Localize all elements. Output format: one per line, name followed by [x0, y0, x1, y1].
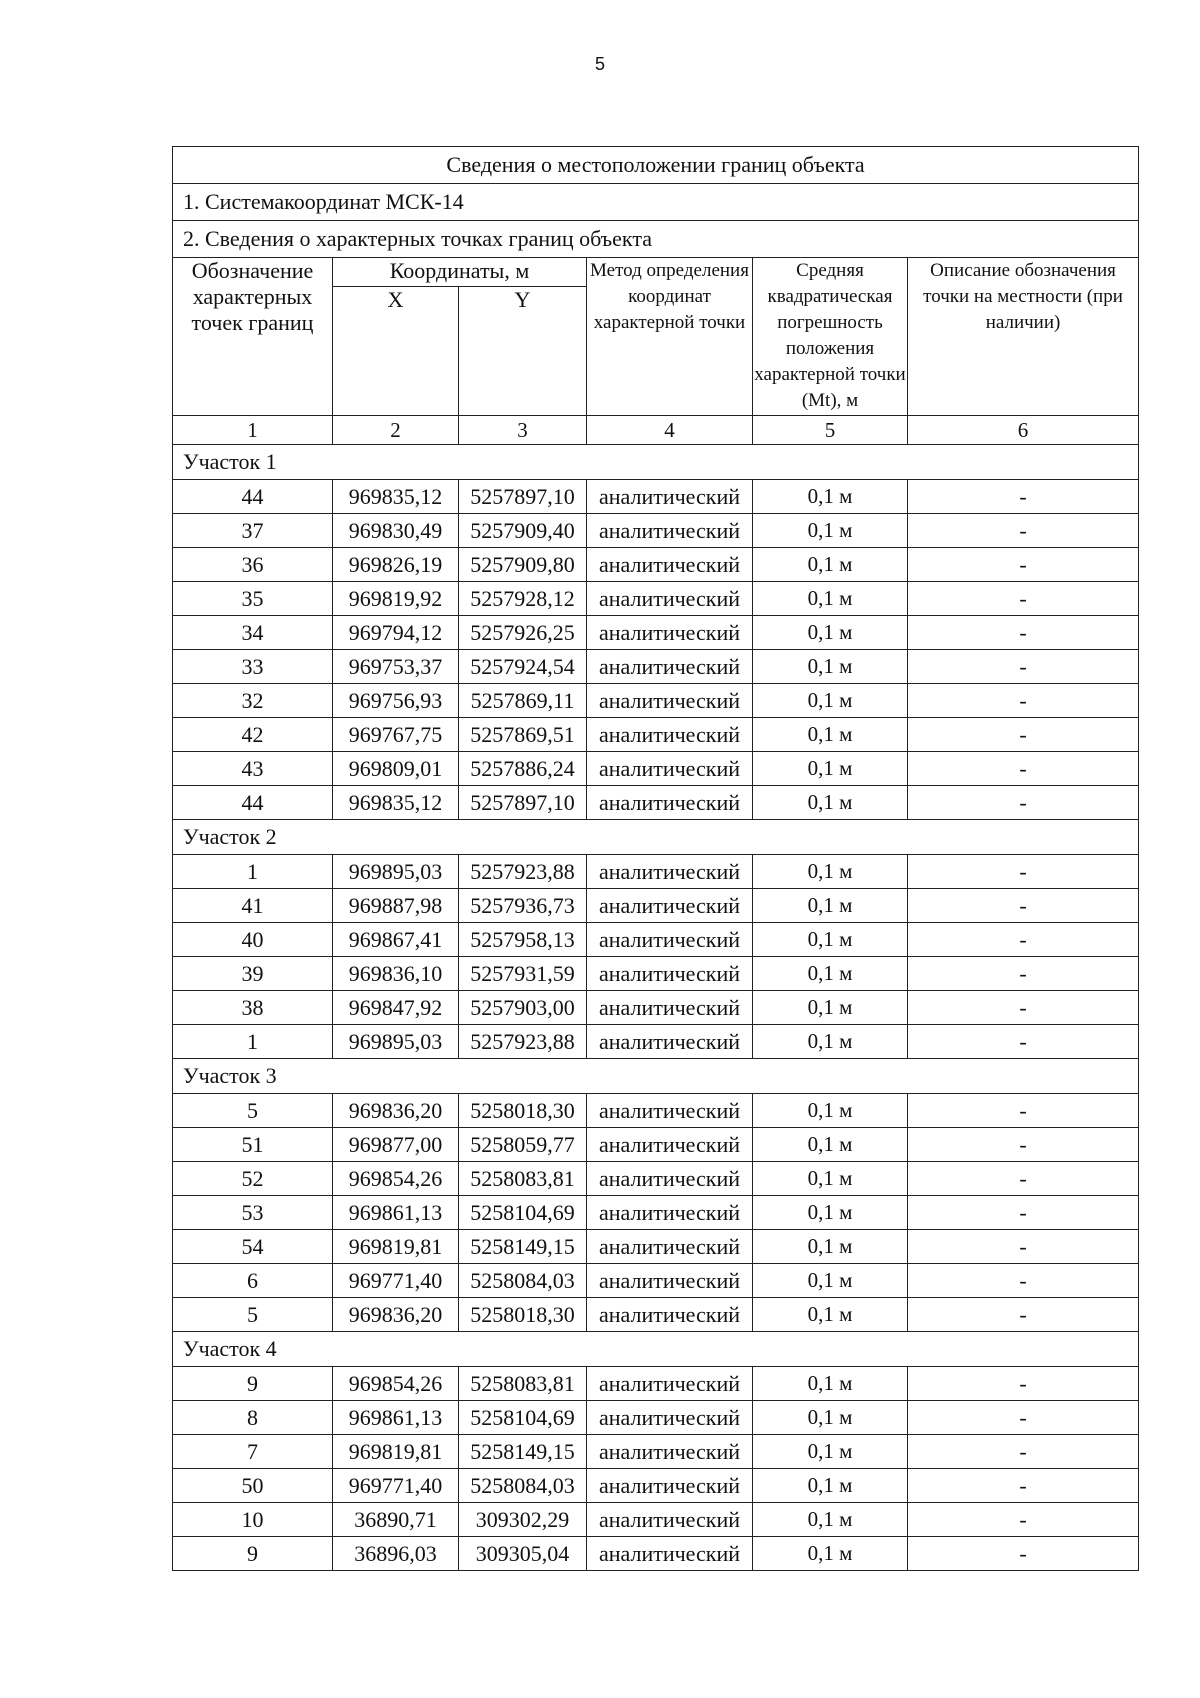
error-value: 0,1 м — [753, 1196, 908, 1230]
error-value: 0,1 м — [753, 1298, 908, 1332]
x-coordinate: 969836,20 — [333, 1298, 459, 1332]
x-coordinate: 969819,81 — [333, 1230, 459, 1264]
table-row — [173, 1094, 1139, 1128]
error-value: 0,1 м — [753, 684, 908, 718]
x-coordinate: 969887,98 — [333, 889, 459, 923]
description-value: - — [908, 684, 1139, 718]
x-coordinate: 969756,93 — [333, 684, 459, 718]
column-number: 6 — [908, 416, 1139, 445]
error-value: 0,1 м — [753, 548, 908, 582]
description-value: - — [908, 616, 1139, 650]
table-row — [173, 991, 1139, 1025]
error-value: 0,1 м — [753, 1025, 908, 1059]
description-value: - — [908, 1230, 1139, 1264]
error-value: 0,1 м — [753, 1435, 908, 1469]
y-coordinate: 5257931,59 — [459, 957, 587, 991]
point-number: 37 — [173, 514, 333, 548]
method-value: аналитический — [587, 1367, 753, 1401]
error-value: 0,1 м — [753, 1264, 908, 1298]
x-coordinate: 969794,12 — [333, 616, 459, 650]
point-number: 41 — [173, 889, 333, 923]
y-coordinate: 5257897,10 — [459, 786, 587, 820]
column-number: 3 — [459, 416, 587, 445]
description-value: - — [908, 752, 1139, 786]
point-number: 9 — [173, 1537, 333, 1571]
description-value: - — [908, 1503, 1139, 1537]
error-value: 0,1 м — [753, 582, 908, 616]
x-coordinate: 969895,03 — [333, 855, 459, 889]
x-coordinate: 969826,19 — [333, 548, 459, 582]
table-row — [173, 1367, 1139, 1401]
point-number: 35 — [173, 582, 333, 616]
point-number: 44 — [173, 786, 333, 820]
method-value: аналитический — [587, 1025, 753, 1059]
point-number: 50 — [173, 1469, 333, 1503]
error-value: 0,1 м — [753, 991, 908, 1025]
method-value: аналитический — [587, 889, 753, 923]
point-number: 34 — [173, 616, 333, 650]
part-name: Участок 3 — [173, 1059, 1139, 1094]
method-value: аналитический — [587, 684, 753, 718]
error-value: 0,1 м — [753, 650, 908, 684]
error-value: 0,1 м — [753, 855, 908, 889]
y-coordinate: 5257958,13 — [459, 923, 587, 957]
error-value: 0,1 м — [753, 718, 908, 752]
description-value: - — [908, 1196, 1139, 1230]
error-value: 0,1 м — [753, 889, 908, 923]
error-value: 0,1 м — [753, 616, 908, 650]
table-row — [173, 1469, 1139, 1503]
error-value: 0,1 м — [753, 752, 908, 786]
point-number: 53 — [173, 1196, 333, 1230]
method-value: аналитический — [587, 514, 753, 548]
table-row — [173, 548, 1139, 582]
point-number: 51 — [173, 1128, 333, 1162]
x-coordinate: 969771,40 — [333, 1264, 459, 1298]
page-number: 5 — [594, 54, 605, 74]
y-coordinate: 5257924,54 — [459, 650, 587, 684]
method-value: аналитический — [587, 548, 753, 582]
point-number: 42 — [173, 718, 333, 752]
header-y: Y — [459, 287, 587, 416]
table-row — [173, 1298, 1139, 1332]
header-error: Средняя квадратическая погрешность положения характерной точки (Mt), м — [753, 258, 908, 416]
method-value: аналитический — [587, 616, 753, 650]
table-row — [173, 514, 1139, 548]
table-row — [173, 1401, 1139, 1435]
x-coordinate: 36896,03 — [333, 1537, 459, 1571]
error-value: 0,1 м — [753, 1401, 908, 1435]
points-section-label: 2. Сведения о характерных точках границ объекта — [173, 221, 1139, 258]
table-row — [173, 1128, 1139, 1162]
error-value: 0,1 м — [753, 1230, 908, 1264]
y-coordinate: 309305,04 — [459, 1537, 587, 1571]
x-coordinate: 969895,03 — [333, 1025, 459, 1059]
table-row — [173, 1162, 1139, 1196]
x-coordinate: 969809,01 — [333, 752, 459, 786]
part-header-row — [173, 445, 1139, 480]
header-coordinates: Координаты, м — [333, 258, 587, 287]
x-coordinate: 969771,40 — [333, 1469, 459, 1503]
y-coordinate: 5258059,77 — [459, 1128, 587, 1162]
error-value: 0,1 м — [753, 1537, 908, 1571]
description-value: - — [908, 889, 1139, 923]
y-coordinate: 5258018,30 — [459, 1298, 587, 1332]
method-value: аналитический — [587, 718, 753, 752]
table-row — [173, 923, 1139, 957]
x-coordinate: 969835,12 — [333, 480, 459, 514]
method-value: аналитический — [587, 1503, 753, 1537]
header-method: Метод определения координат характерной точки — [587, 258, 753, 416]
y-coordinate: 5258084,03 — [459, 1264, 587, 1298]
table-row — [173, 1537, 1139, 1571]
point-number: 9 — [173, 1367, 333, 1401]
description-value: - — [908, 1435, 1139, 1469]
description-value: - — [908, 650, 1139, 684]
point-number: 1 — [173, 1025, 333, 1059]
x-coordinate: 969847,92 — [333, 991, 459, 1025]
description-value: - — [908, 718, 1139, 752]
method-value: аналитический — [587, 786, 753, 820]
method-value: аналитический — [587, 582, 753, 616]
point-number: 33 — [173, 650, 333, 684]
description-value: - — [908, 1128, 1139, 1162]
table-row — [173, 1025, 1139, 1059]
y-coordinate: 309302,29 — [459, 1503, 587, 1537]
part-name: Участок 4 — [173, 1332, 1139, 1367]
table-row — [173, 786, 1139, 820]
point-number: 6 — [173, 1264, 333, 1298]
error-value: 0,1 м — [753, 1469, 908, 1503]
x-coordinate: 969867,41 — [333, 923, 459, 957]
y-coordinate: 5257903,00 — [459, 991, 587, 1025]
point-number: 5 — [173, 1298, 333, 1332]
description-value: - — [908, 1469, 1139, 1503]
table-row — [173, 480, 1139, 514]
error-value: 0,1 м — [753, 1367, 908, 1401]
boundary-coordinates-table — [172, 146, 1139, 1571]
table-row — [173, 582, 1139, 616]
y-coordinate: 5258149,15 — [459, 1230, 587, 1264]
x-coordinate: 969836,10 — [333, 957, 459, 991]
x-coordinate: 969854,26 — [333, 1367, 459, 1401]
method-value: аналитический — [587, 1469, 753, 1503]
error-value: 0,1 м — [753, 786, 908, 820]
x-coordinate: 969877,00 — [333, 1128, 459, 1162]
part-header-row — [173, 820, 1139, 855]
y-coordinate: 5257897,10 — [459, 480, 587, 514]
error-value: 0,1 м — [753, 480, 908, 514]
point-number: 52 — [173, 1162, 333, 1196]
error-value: 0,1 м — [753, 1128, 908, 1162]
point-number: 39 — [173, 957, 333, 991]
y-coordinate: 5258084,03 — [459, 1469, 587, 1503]
x-coordinate: 969767,75 — [333, 718, 459, 752]
method-value: аналитический — [587, 923, 753, 957]
y-coordinate: 5258083,81 — [459, 1367, 587, 1401]
point-number: 10 — [173, 1503, 333, 1537]
point-number: 1 — [173, 855, 333, 889]
error-value: 0,1 м — [753, 1503, 908, 1537]
method-value: аналитический — [587, 1264, 753, 1298]
table-row — [173, 616, 1139, 650]
y-coordinate: 5258083,81 — [459, 1162, 587, 1196]
method-value: аналитический — [587, 1435, 753, 1469]
error-value: 0,1 м — [753, 957, 908, 991]
point-number: 5 — [173, 1094, 333, 1128]
point-number: 54 — [173, 1230, 333, 1264]
description-value: - — [908, 548, 1139, 582]
x-coordinate: 969835,12 — [333, 786, 459, 820]
error-value: 0,1 м — [753, 1094, 908, 1128]
point-number: 7 — [173, 1435, 333, 1469]
y-coordinate: 5258104,69 — [459, 1401, 587, 1435]
description-value: - — [908, 957, 1139, 991]
column-number: 1 — [173, 416, 333, 445]
method-value: аналитический — [587, 855, 753, 889]
y-coordinate: 5258018,30 — [459, 1094, 587, 1128]
description-value: - — [908, 480, 1139, 514]
table-row — [173, 752, 1139, 786]
table-row — [173, 684, 1139, 718]
description-value: - — [908, 923, 1139, 957]
method-value: аналитический — [587, 1128, 753, 1162]
y-coordinate: 5257926,25 — [459, 616, 587, 650]
table-row — [173, 889, 1139, 923]
coordinate-system-label: 1. Системакоординат МСК-14 — [173, 184, 1139, 221]
error-value: 0,1 м — [753, 1162, 908, 1196]
description-value: - — [908, 514, 1139, 548]
description-value: - — [908, 1025, 1139, 1059]
x-coordinate: 969836,20 — [333, 1094, 459, 1128]
y-coordinate: 5257886,24 — [459, 752, 587, 786]
column-number: 4 — [587, 416, 753, 445]
description-value: - — [908, 1367, 1139, 1401]
x-coordinate: 969861,13 — [333, 1196, 459, 1230]
column-number: 5 — [753, 416, 908, 445]
y-coordinate: 5258104,69 — [459, 1196, 587, 1230]
point-number: 36 — [173, 548, 333, 582]
y-coordinate: 5257923,88 — [459, 855, 587, 889]
method-value: аналитический — [587, 650, 753, 684]
header-description: Описание обозначения точки на местности (при наличии) — [908, 258, 1139, 416]
y-coordinate: 5258149,15 — [459, 1435, 587, 1469]
method-value: аналитический — [587, 480, 753, 514]
description-value: - — [908, 1264, 1139, 1298]
x-coordinate: 969819,92 — [333, 582, 459, 616]
y-coordinate: 5257869,51 — [459, 718, 587, 752]
header-x: X — [333, 287, 459, 416]
header-point-designation: Обозначение характерных точек границ — [173, 258, 333, 416]
table-row — [173, 1264, 1139, 1298]
x-coordinate: 969830,49 — [333, 514, 459, 548]
method-value: аналитический — [587, 957, 753, 991]
table-row — [173, 650, 1139, 684]
method-value: аналитический — [587, 1298, 753, 1332]
description-value: - — [908, 582, 1139, 616]
part-header-row — [173, 1332, 1139, 1367]
description-value: - — [908, 1298, 1139, 1332]
table-row — [173, 957, 1139, 991]
method-value: аналитический — [587, 1094, 753, 1128]
table-row — [173, 1503, 1139, 1537]
x-coordinate: 969854,26 — [333, 1162, 459, 1196]
method-value: аналитический — [587, 991, 753, 1025]
description-value: - — [908, 991, 1139, 1025]
table-row — [173, 855, 1139, 889]
description-value: - — [908, 1094, 1139, 1128]
table-row — [173, 1196, 1139, 1230]
y-coordinate: 5257928,12 — [459, 582, 587, 616]
method-value: аналитический — [587, 1162, 753, 1196]
description-value: - — [908, 1162, 1139, 1196]
method-value: аналитический — [587, 752, 753, 786]
point-number: 8 — [173, 1401, 333, 1435]
point-number: 32 — [173, 684, 333, 718]
point-number: 38 — [173, 991, 333, 1025]
table-row — [173, 1435, 1139, 1469]
error-value: 0,1 м — [753, 514, 908, 548]
table-row — [173, 718, 1139, 752]
x-coordinate: 969753,37 — [333, 650, 459, 684]
method-value: аналитический — [587, 1230, 753, 1264]
point-number: 40 — [173, 923, 333, 957]
y-coordinate: 5257909,40 — [459, 514, 587, 548]
x-coordinate: 36890,71 — [333, 1503, 459, 1537]
description-value: - — [908, 1401, 1139, 1435]
method-value: аналитический — [587, 1537, 753, 1571]
description-value: - — [908, 855, 1139, 889]
table-row — [173, 1230, 1139, 1264]
y-coordinate: 5257923,88 — [459, 1025, 587, 1059]
part-name: Участок 1 — [173, 445, 1139, 480]
point-number: 43 — [173, 752, 333, 786]
part-name: Участок 2 — [173, 820, 1139, 855]
part-header-row — [173, 1059, 1139, 1094]
column-number: 2 — [333, 416, 459, 445]
description-value: - — [908, 1537, 1139, 1571]
x-coordinate: 969819,81 — [333, 1435, 459, 1469]
description-value: - — [908, 786, 1139, 820]
method-value: аналитический — [587, 1196, 753, 1230]
y-coordinate: 5257869,11 — [459, 684, 587, 718]
y-coordinate: 5257909,80 — [459, 548, 587, 582]
x-coordinate: 969861,13 — [333, 1401, 459, 1435]
y-coordinate: 5257936,73 — [459, 889, 587, 923]
table-title: Сведения о местоположении границ объекта — [173, 147, 1139, 184]
point-number: 44 — [173, 480, 333, 514]
method-value: аналитический — [587, 1401, 753, 1435]
error-value: 0,1 м — [753, 923, 908, 957]
